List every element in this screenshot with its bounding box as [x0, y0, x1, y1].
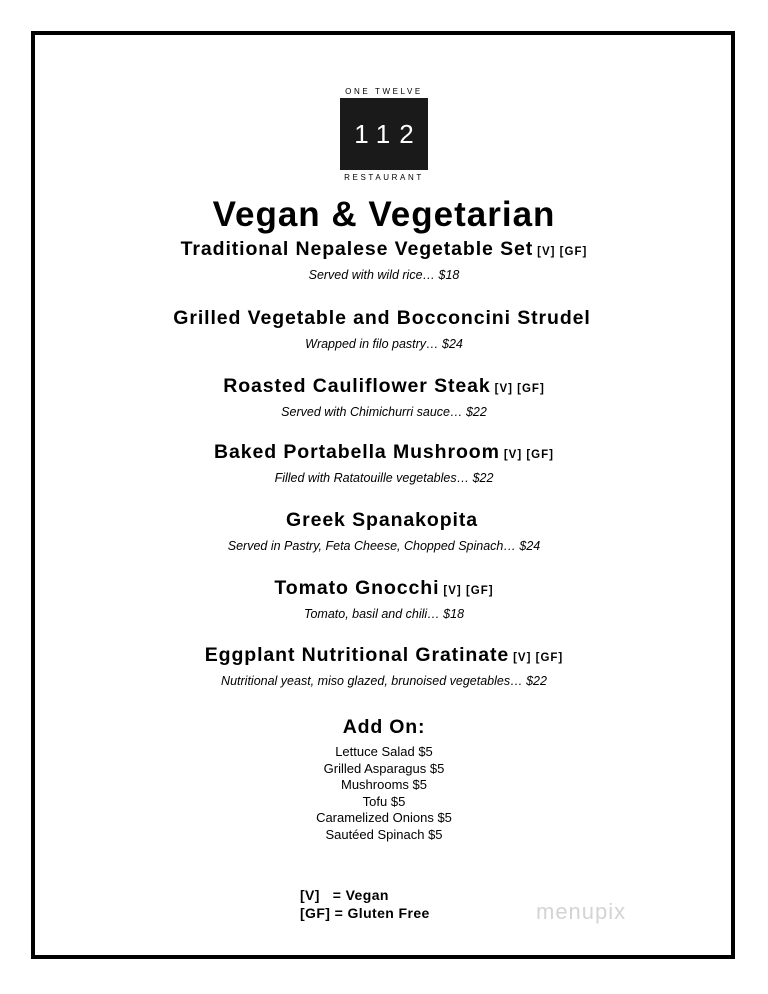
logo-number: 112: [354, 118, 423, 149]
menu-item: [0, 374, 768, 422]
logo-top-text: ONE TWELVE: [345, 87, 423, 96]
item-name: Greek Spanakopita: [286, 509, 478, 531]
addon-item: Caramelized Onions $5: [316, 810, 452, 825]
item-description: Filled with Ratatouille vegetables… $22: [274, 471, 494, 485]
addon-item: Mushrooms $5: [341, 777, 427, 792]
item-name: Roasted Cauliflower Steak: [223, 375, 491, 397]
item-name: Eggplant Nutritional Gratinate: [204, 644, 510, 666]
item-name: Tomato Gnocchi: [274, 577, 440, 599]
item-tags: [V] [GF]: [503, 449, 554, 461]
logo-bottom-text: RESTAURANT: [344, 173, 424, 182]
logo-number-box: [340, 98, 428, 170]
restaurant-logo: [338, 87, 430, 182]
addon-item: Tofu $5: [362, 793, 406, 809]
menu-item: [0, 508, 768, 556]
menu-item: [0, 306, 768, 354]
item-tags: [V] [GF]: [537, 246, 588, 258]
item-description: Tomato, basil and chili… $18: [303, 607, 465, 621]
addon-title: Add On:: [342, 716, 426, 738]
item-description: Nutritional yeast, miso glazed, brunoised vegetables… $22: [221, 674, 547, 688]
dietary-legend: [300, 886, 470, 922]
item-name: Baked Portabella Mushroom: [214, 441, 500, 463]
addon-item: Grilled Asparagus $5: [323, 760, 445, 776]
item-name: Grilled Vegetable and Bocconcini Strudel: [173, 307, 591, 329]
menu-item: [0, 440, 768, 488]
menu-item: [0, 576, 768, 624]
item-tags: [V] [GF]: [494, 383, 545, 395]
menu-title: Vegan & Vegetarian: [212, 195, 556, 234]
addon-item: Sautéed Spinach $5: [325, 826, 443, 842]
item-tags: [V] [GF]: [513, 652, 564, 664]
item-tags: [V] [GF]: [443, 585, 494, 597]
addon-list: [0, 744, 768, 843]
menu-item: [0, 237, 768, 285]
addon-item: Lettuce Salad $5: [335, 744, 433, 759]
menu-item: [0, 643, 768, 691]
item-description: Served with wild rice… $18: [308, 268, 460, 282]
legend-vegan: [V] = Vegan: [300, 887, 389, 903]
item-description: Served with Chimichurri sauce… $22: [281, 405, 487, 419]
legend-gluten-free: [GF] = Gluten Free: [300, 905, 430, 921]
item-description: Wrapped in filo pastry… $24: [305, 337, 463, 351]
item-name: Traditional Nepalese Vegetable Set: [180, 238, 534, 260]
item-description: Served in Pastry, Feta Cheese, Chopped Spinach… $24: [227, 539, 541, 553]
watermark-logo: menupix: [536, 899, 627, 924]
